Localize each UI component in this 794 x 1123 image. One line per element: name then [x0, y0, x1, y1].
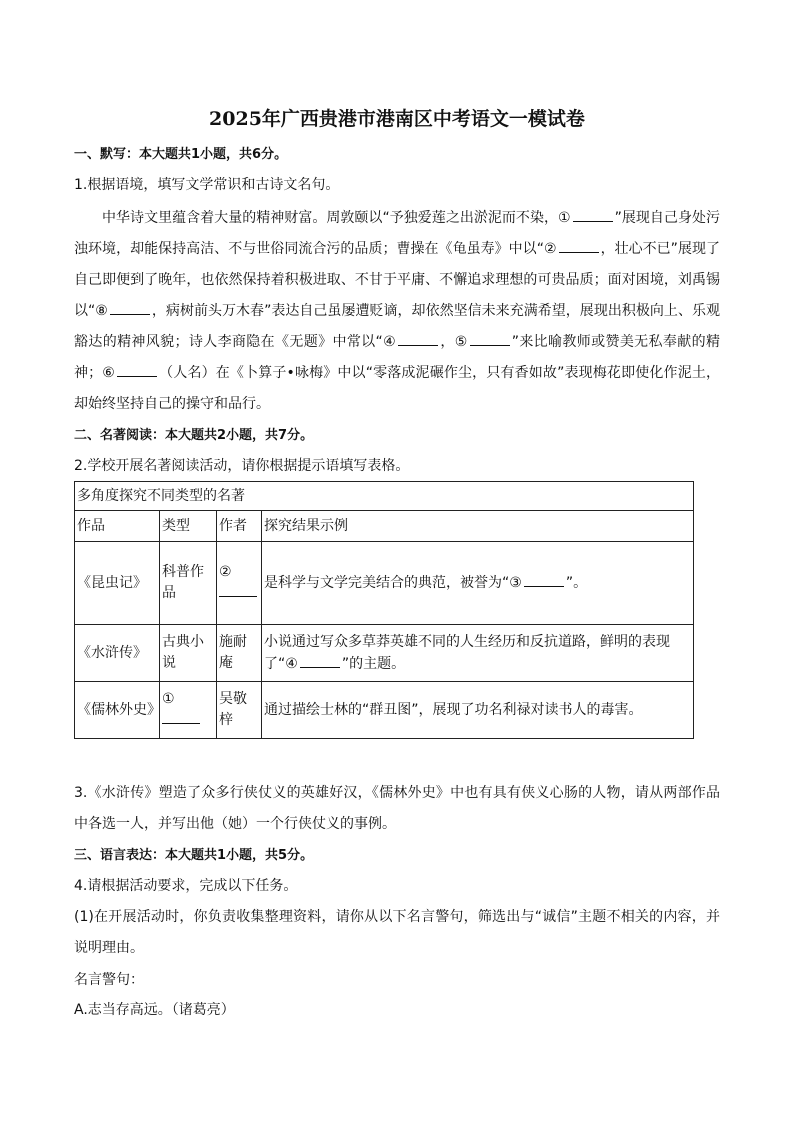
header-author: 作者	[217, 511, 262, 542]
table-header-row	[75, 511, 694, 542]
question-3: 3.《水浒传》塑造了众多行侠仗义的英雄好汉，《儒林外史》中也有具有侠义心肠的人物，请从两部作品中各选一人，并写出他（她）一个行侠仗义的事例。	[74, 785, 720, 832]
result-text: ”的主题。	[341, 655, 406, 672]
reading-table	[74, 481, 694, 739]
quote-a: A.志当存高远。（诸葛亮）	[74, 1002, 235, 1018]
table-row	[75, 542, 694, 625]
answer-blank[interactable]	[470, 331, 510, 346]
table-caption: 多角度探究不同类型的名著	[75, 482, 694, 511]
answer-blank[interactable]	[300, 653, 340, 668]
section-heading-2: 二、名著阅读：本大题共2小题，共7分。	[74, 428, 314, 443]
table-row	[75, 682, 694, 739]
page-title: 2025年广西贵港市港南区中考语文一模试卷	[209, 108, 585, 130]
table-row	[75, 625, 694, 682]
quotes-label: 名言警句：	[74, 972, 144, 988]
passage-text: ，壮心不已”展现了自己即便到了晚年，也依然保持着积极进取、不甘于平庸、不懈追求理想的可贵品质；面对困境，刘禹锡以“⑧	[74, 241, 720, 319]
passage-text: ，病树前头万木春”表达自己虽屡遭贬谪，却依然坚信未来充满希望，展现出积极向上、乐观豁达的精神风貌；诗人李商隐在《无题》中常以“④	[74, 303, 720, 350]
blank-marker: ②	[219, 564, 232, 580]
cell-author: 吴敬梓	[217, 682, 262, 739]
cell-type	[160, 682, 217, 739]
result-text: 小说通过写众多草莽英雄不同的人生经历和反抗道路，鲜明的表现了“④	[264, 633, 670, 672]
answer-blank[interactable]	[117, 362, 157, 377]
question-1-passage	[74, 203, 720, 420]
result-text: 是科学与文学完美结合的典范，被誉为“③	[264, 575, 522, 591]
answer-blank[interactable]	[398, 331, 438, 346]
cell-author: 施耐庵	[217, 625, 262, 682]
blank-marker: ①	[162, 691, 175, 707]
header-type: 类型	[160, 511, 217, 542]
passage-text: ”展现自己身处污浊环境，却能保持高洁、不与世俗同流合污的品质；曹操在《龟虽寿》中以“②	[74, 210, 720, 257]
cell-author	[217, 542, 262, 625]
cell-work: 《儒林外史》	[75, 682, 160, 739]
question-4-sub-1: (1)在开展活动时，你负责收集整理资料，请你从以下名言警句，筛选出与“诚信”主题不相关的内容，并说明理由。	[74, 909, 720, 956]
passage-text: ”来比喻教师或赞美无私奉献的精神；⑥	[74, 334, 720, 381]
question-1-stem: 1.根据语境，填写文学常识和古诗文名句。	[74, 177, 340, 193]
cell-work: 《昆虫记》	[75, 542, 160, 625]
cell-result: 通过描绘士林的“群丑图”，展现了功名利禄对读书人的毒害。	[262, 682, 694, 739]
answer-blank[interactable]	[524, 572, 564, 587]
header-work: 作品	[75, 511, 160, 542]
answer-blank[interactable]	[162, 711, 200, 724]
passage-text: （人名）在《卜算子•咏梅》中以“零落成泥碾作尘，只有香如故”表现梅花即使化作泥土，却始终坚持自己的操守和品行。	[74, 365, 720, 412]
answer-blank[interactable]	[219, 584, 257, 597]
answer-blank[interactable]	[559, 238, 599, 253]
answer-blank[interactable]	[110, 300, 150, 315]
cell-work: 《水浒传》	[75, 625, 160, 682]
passage-text: ，⑤	[440, 334, 468, 350]
question-2-stem: 2.学校开展名著阅读活动，请你根据提示语填写表格。	[74, 458, 410, 474]
header-result: 探究结果示例	[262, 511, 694, 542]
answer-blank[interactable]	[573, 207, 613, 222]
section-heading-3: 三、语言表达：本大题共1小题，共5分。	[74, 848, 314, 863]
cell-result	[262, 625, 694, 682]
section-heading-1: 一、默写：本大题共1小题，共6分。	[74, 147, 288, 162]
cell-type: 古典小说	[160, 625, 217, 682]
result-text: ”。	[565, 575, 588, 591]
passage-text: 中华诗文里蕴含着大量的精神财富。周敦颐以“予独爱莲之出淤泥而不染，①	[102, 210, 571, 226]
cell-result	[262, 542, 694, 625]
question-4-stem: 4.请根据活动要求，完成以下任务。	[74, 878, 298, 894]
cell-type: 科普作品	[160, 542, 217, 625]
